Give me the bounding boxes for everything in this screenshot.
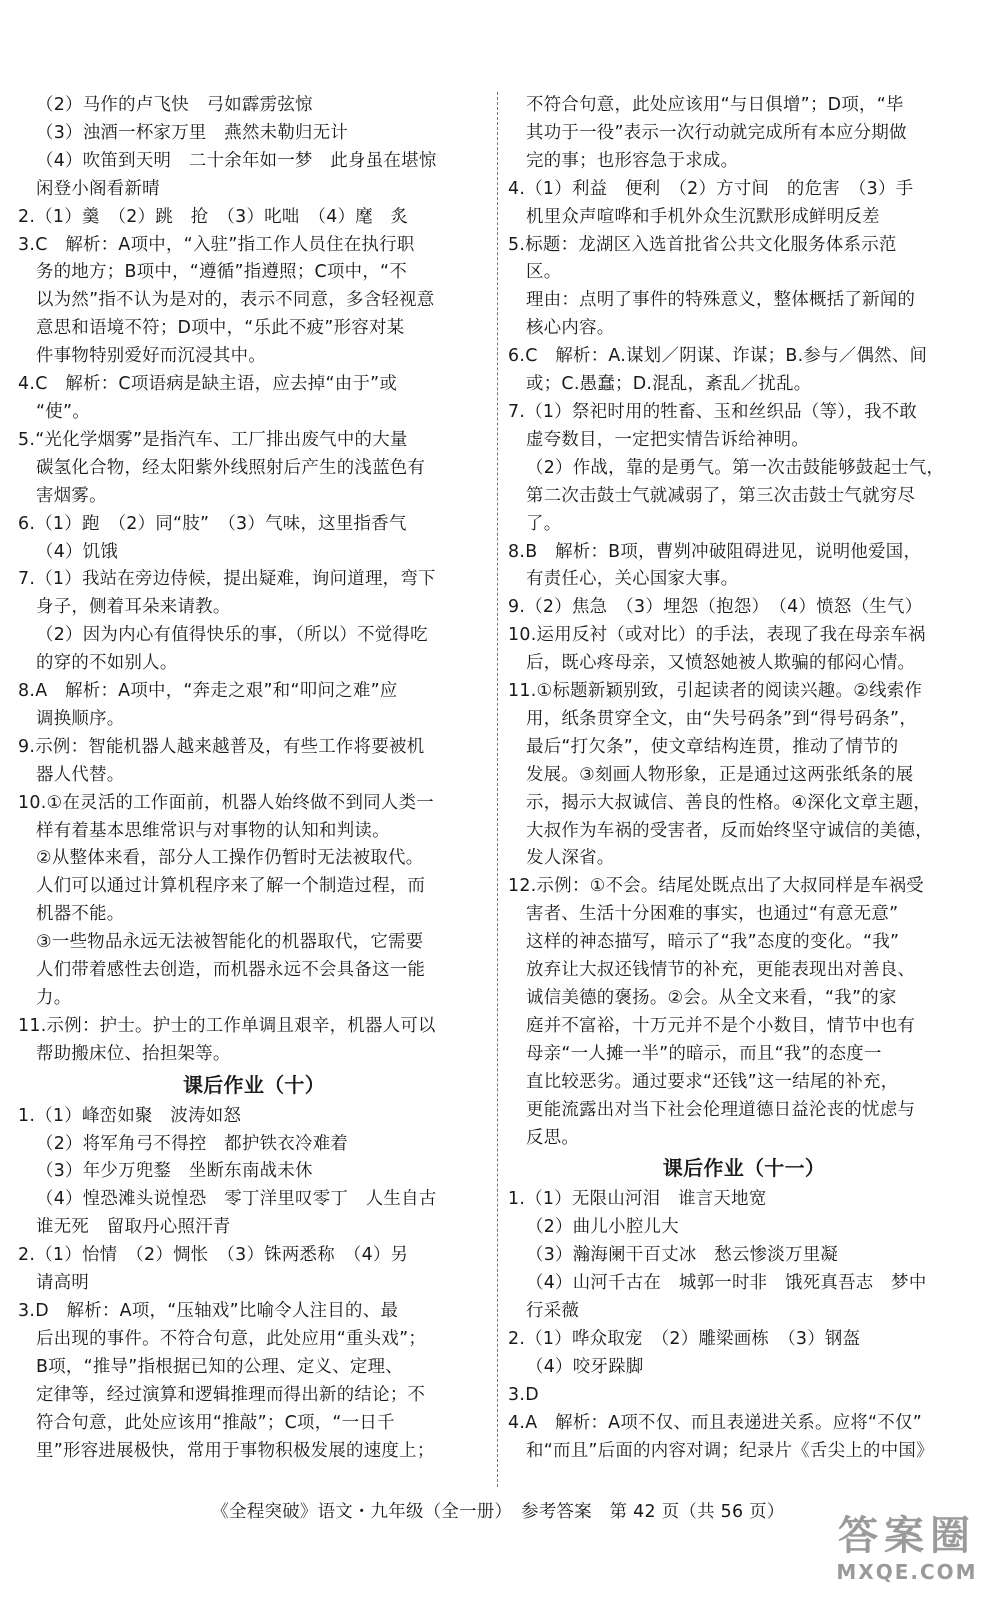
answer-line: 反思。	[526, 1127, 580, 1148]
answer-line: 务的地方；B项中，“遵循”指遵照；C项中，“不	[36, 262, 408, 283]
answer-line: 3.C 解析：A项中，“入驻”指工作人员住在执行职	[18, 234, 415, 255]
answer-line: 身子，侧着耳朵来请教。	[36, 597, 231, 618]
answer-line: 后出现的事件。不符合句意，此处应用“重头戏”；	[36, 1328, 427, 1349]
answer-line: 样有着基本思维常识与对事物的认知和判读。	[36, 820, 390, 841]
answer-line: 符合句意，此处应该用“推敲”；C项，“一日千	[36, 1412, 395, 1433]
answer-line: 里”形容进展极快，常用于事物积极发展的速度上；	[36, 1440, 435, 1461]
answer-line: 1.（1）无限山河泪 谁言天地宽	[508, 1189, 767, 1210]
answer-line: 4.C 解析：C项语病是缺主语，应去掉“由于”或	[18, 374, 398, 395]
answer-line: （2）作战，靠的是勇气。第一次击鼓能够鼓起士气，	[526, 457, 945, 478]
answer-line: 人们可以通过计算机程序来了解一个制造过程，而	[36, 876, 426, 897]
answer-line: 2.（1）羹 （2）跳 抢 （3）叱咄 （4）麾 炙	[18, 206, 409, 227]
answer-line: 放弃让大叔还钱情节的补充，更能表现出对善良、	[526, 960, 916, 981]
answer-line: 理由：点明了事件的特殊意义，整体概括了新闻的	[526, 290, 916, 311]
site-logo	[832, 1512, 982, 1592]
answer-line: （2）马作的卢飞快 弓如霹雳弦惊	[36, 95, 313, 115]
answer-line: 发展。③刻画人物形象，正是通过这两张纸条的展	[526, 764, 914, 785]
answer-line: 器人代替。	[36, 764, 125, 785]
answer-line: 10.运用反衬（或对比）的手法，表现了我在母亲车祸	[508, 625, 926, 646]
answer-line: 最后“打欠条”，使文章结构连贯，推动了情节的	[526, 736, 899, 757]
answer-line: 其功于一役”表示一次行动就完成所有本应分期做	[526, 122, 907, 143]
answer-line: 3.D 解析：A项，“压轴戏”比喻令人注目的、最	[18, 1300, 399, 1321]
logo-text: 答案圈	[838, 1513, 976, 1559]
answer-line: 机器不能。	[36, 904, 125, 925]
logo-url: MXQE.COM	[836, 1560, 978, 1584]
answer-line: 害烟雾。	[36, 485, 107, 506]
answer-line: 6.C 解析：A.谋划／阴谋、诈谋；B.参与／偶然、间	[508, 346, 928, 367]
answer-line: 庭并不富裕，十万元并不是个小数目，情节中也有	[526, 1015, 916, 1036]
answer-page	[18, 92, 980, 1487]
answer-line: 力。	[36, 988, 72, 1008]
answer-line: 害者、生活十分困难的事实，也通过“有意无意”	[526, 904, 899, 925]
answer-line: 7.（1）我站在旁边侍候，提出疑难，询问道理，弯下	[18, 569, 436, 590]
answer-line: 以为然”指不认为是对的，表示不同意，多含轻视意	[36, 290, 435, 311]
answer-line: 9.示例：智能机器人越来越普及，有些工作将要被机	[18, 736, 425, 757]
answer-line: （4）惶恐滩头说惶恐 零丁洋里叹零丁 人生自古	[36, 1189, 437, 1210]
answer-line: 定律等，经过演算和逻辑推理而得出新的结论；不	[36, 1384, 426, 1405]
answer-line: 人们带着感性去创造，而机器永远不会具备这一能	[36, 960, 426, 981]
answer-line: （4）咬牙跺脚	[526, 1356, 644, 1377]
answer-line: 完的事；也形容急于求成。	[526, 150, 739, 171]
answer-line: 了。	[526, 513, 562, 534]
answer-line: 9.（2）焦急 （3）埋怨（抱怨） （4）愤怒（生气）	[508, 597, 923, 618]
answer-line: （3）瀚海阑干百丈冰 愁云惨淡万里凝	[526, 1245, 839, 1266]
answer-line: 母亲“一人摊一半”的暗示，而且“我”的态度一	[526, 1043, 882, 1064]
answer-line: 直比较恶劣。通过要求“还钱”这一结尾的补充，	[526, 1071, 899, 1092]
answer-line: 大叔作为车祸的受害者，反而始终坚守诚信的美德，	[526, 820, 933, 841]
answer-line: 闲登小阁看新晴	[36, 178, 160, 199]
answer-line: 调换顺序。	[36, 708, 125, 729]
answer-line: 6.（1）跑 （2）同“肢” （3）气味，这里指香气	[18, 513, 407, 534]
answer-line: 帮助搬床位、抬担架等。	[36, 1043, 231, 1064]
answer-line: 和“而且”后面的内容对调；纪录片《舌尖上的中国》	[526, 1440, 934, 1461]
answer-line: 12.示例：①不会。结尾处既点出了大叔同样是车祸受	[508, 876, 924, 897]
answer-line: 发人深省。	[526, 848, 615, 869]
answer-line: 11.①标题新颖别致，引起读者的阅读兴趣。②线索作	[508, 681, 923, 702]
answer-line: 第二次击鼓士气就减弱了，第三次击鼓士气就穷尽	[526, 485, 916, 506]
answer-line: 5.标题：龙湖区入选首批省公共文化服务体系示范	[508, 234, 897, 255]
answer-line: 机里众声喧哗和手机外众生沉默形成鲜明反差	[526, 206, 880, 227]
answer-line: （2）将军角弓不得控 都护铁衣冷难着	[36, 1133, 349, 1154]
answer-line: （4）吹笛到天明 二十余年如一梦 此身虽在堪惊	[36, 150, 437, 171]
answer-line: 这样的神态描写，暗示了“我”态度的变化。“我”	[526, 932, 900, 953]
answer-line: 谁无死 留取丹心照汗青	[36, 1217, 231, 1238]
answer-line: 8.A 解析：A项中，“奔走之艰”和“叩问之难”应	[18, 681, 398, 702]
answer-line: “使”。	[36, 401, 91, 422]
answer-line: ②从整体来看，部分人工操作仍暂时无法被取代。	[36, 848, 424, 869]
section-heading: 课后作业（十）	[182, 1072, 326, 1097]
page-footer: 《全程突破》语文・九年级（全一册） 参考答案 第 42 页（共 56 页）	[211, 1502, 785, 1522]
answer-line: 2.（1）怡情 （2）惆怅 （3）铢两悉称 （4）另	[18, 1245, 409, 1266]
answer-line: 请高明	[36, 1273, 90, 1294]
answer-line: 更能流露出对当下社会伦理道德日益沦丧的忧虑与	[526, 1099, 916, 1120]
answer-line: 5.“光化学烟雾”是指汽车、工厂排出废气中的大量	[18, 429, 408, 450]
answer-line: 10.①在灵活的工作面前，机器人始终做不到同人类一	[18, 792, 434, 813]
answer-line: 4.（1）利益 便利 （2）方寸间 的危害 （3）手	[508, 178, 914, 199]
right-column	[498, 92, 980, 1487]
answer-line: 用，纸条贯穿全文，由“失号码条”到“得号码条”，	[526, 708, 918, 729]
left-column	[18, 92, 497, 1487]
answer-line: （2）曲儿小腔儿大	[526, 1217, 679, 1238]
answer-line: 行采薇	[526, 1300, 580, 1321]
answer-line: 或；C.愚蠢；D.混乱，紊乱／扰乱。	[526, 374, 812, 395]
answer-line: 的穿的不如别人。	[36, 653, 178, 674]
answer-line: 不符合句意，此处应该用“与日俱增”；D项，“毕	[526, 95, 904, 115]
answer-line: 核心内容。	[526, 318, 615, 339]
answer-line: 8.B 解析：B项，曹刿冲破阻碍进见，说明他爱国，	[508, 541, 922, 562]
answer-line: B项，“推导”指根据已知的公理、定义、定理、	[36, 1356, 403, 1377]
answer-line: 区。	[526, 262, 562, 283]
answer-line: （4）山河千古在 城郭一时非 饿死真吾志 梦中	[526, 1273, 927, 1294]
answer-line: （4）饥饿	[36, 541, 119, 562]
answer-line: 4.A 解析：A项不仅、而且表递进关系。应将“不仅”	[508, 1412, 923, 1433]
answer-line: 诚信美德的褒扬。②会。从全文来看，“我”的家	[526, 988, 897, 1008]
answer-line: 件事物特别爱好而沉浸其中。	[36, 346, 266, 367]
answer-line: （3）浊酒一杯家万里 燕然未勒归无计	[36, 122, 349, 143]
answer-line: 1.（1）峰峦如聚 波涛如怒	[18, 1105, 242, 1126]
answer-line: 虚夸数目，一定把实情告诉给神明。	[526, 429, 810, 450]
section-heading: 课后作业（十一）	[662, 1156, 826, 1181]
answer-line: （3）年少万兜鍪 坐断东南战未休	[36, 1161, 313, 1182]
answer-line: 11.示例：护士。护士的工作单调且艰辛，机器人可以	[18, 1015, 436, 1036]
answer-line: 3.D	[508, 1384, 539, 1405]
answer-line: 意思和语境不符；D项中，“乐此不疲”形容对某	[36, 318, 405, 339]
answer-line: 示，揭示大叔诚信、善良的性格。④深化文章主题，	[526, 792, 932, 813]
answer-line: 2.（1）哗众取宠 （2）雕梁画栋 （3）钢盔	[508, 1328, 861, 1349]
answer-line: ③一些物品永远无法被智能化的机器取代，它需要	[36, 932, 424, 953]
answer-line: 后，既心疼母亲，又愤怒她被人欺骗的郁闷心情。	[526, 653, 916, 674]
answer-line: 碳氢化合物，经太阳紫外线照射后产生的浅蓝色有	[36, 457, 426, 478]
answer-line: 7.（1）祭祀时用的牲畜、玉和丝织品（等），我不敢	[508, 401, 918, 422]
answer-line: 有责任心，关心国家大事。	[526, 569, 739, 590]
answer-line: （2）因为内心有值得快乐的事，（所以）不觉得吃	[36, 625, 428, 646]
